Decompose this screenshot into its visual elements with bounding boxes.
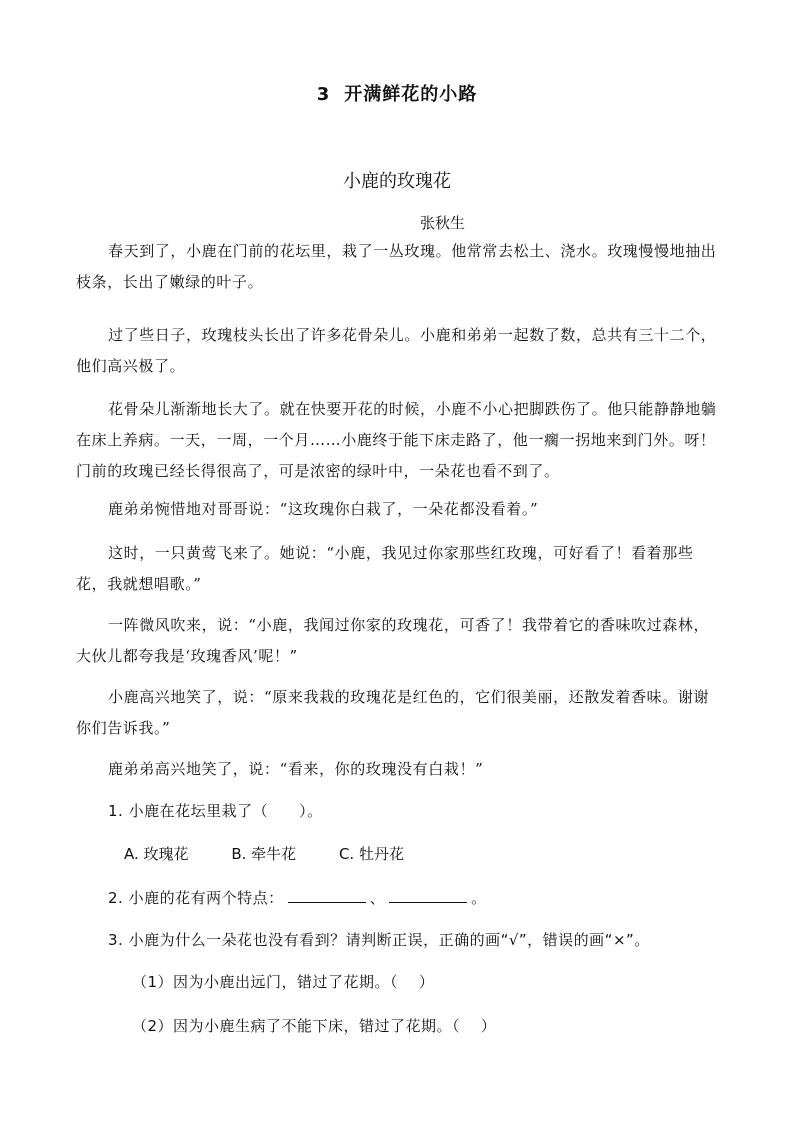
story-author: 张秋生 [420,214,466,232]
question-2 [108,887,487,908]
lesson-number: 3 [316,84,331,105]
question-3-item-1[interactable]: （1）因为小鹿出远门，错过了花期。（ ） [132,973,435,991]
question-2-suffix: 。 [471,889,487,907]
option-c[interactable]: C. 牡丹花 [338,845,404,863]
answer-blank-2[interactable] [389,888,467,903]
lesson-title-text: 开满鲜花的小路 [344,84,478,105]
story-title: 小鹿的玫瑰花 [343,171,451,192]
story-paragraph: 鹿弟弟惋惜地对哥哥说：“这玫瑰你白栽了，一朵花都没看着。” [108,500,539,518]
story-paragraph: 花骨朵儿渐渐地长大了。就在快要开花的时候，小鹿不小心把脚跌伤了。他只能静静地躺在床上养病。一天，一周，一个月……小鹿终于能下床走路了，他一瘸一拐地来到门外。呀！门前的玫瑰已经长得很高了，可是浓密的绿叶中，一朵花也看不到了。 [76,400,717,480]
question-1-options [124,843,442,864]
story-paragraph: 小鹿高兴地笑了，说：“原来我栽的玫瑰花是红色的，它们很美丽，还散发着香味。谢谢你们告诉我。” [76,688,710,737]
option-b[interactable]: B. 牵牛花 [231,845,297,863]
question-2-separator: 、 [369,889,386,907]
lesson-title [0,80,794,106]
question-3: 3. 小鹿为什么一朵花也没有看到？请判断正误，正确的画“√”，错误的画“×”。 [108,931,650,949]
story-paragraph: 过了些日子，玫瑰枝头长出了许多花骨朵儿。小鹿和弟弟一起数了数，总共有三十二个，他们高兴极了。 [76,326,717,375]
question-2-prefix: 2. 小鹿的花有两个特点： [108,889,284,907]
answer-blank-1[interactable] [288,888,366,903]
question-3-item-2[interactable]: （2）因为小鹿生病了不能下床，错过了花期。（ ） [132,1017,497,1035]
story-paragraph: 春天到了，小鹿在门前的花坛里，栽了一丛玫瑰。他常常去松土、浇水。玫瑰慢慢地抽出枝条，长出了嫩绿的叶子。 [76,242,717,291]
question-1: 1. 小鹿在花坛里栽了（ ）。 [108,802,323,820]
story-paragraph: 这时，一只黄莺飞来了。她说：“小鹿，我见过你家那些红玫瑰，可好看了！看着那些花，我就想唱歌。” [76,544,694,593]
story-paragraph: 一阵微风吹来，说：“小鹿，我闻过你家的玫瑰花，可香了！我带着它的香味吹过森林，大伙儿都夸我是‘玫瑰香风’呢！” [76,616,710,665]
story-paragraph: 鹿弟弟高兴地笑了，说：“看来，你的玫瑰没有白栽！” [108,760,484,778]
option-a[interactable]: A. 玫瑰花 [124,845,189,863]
